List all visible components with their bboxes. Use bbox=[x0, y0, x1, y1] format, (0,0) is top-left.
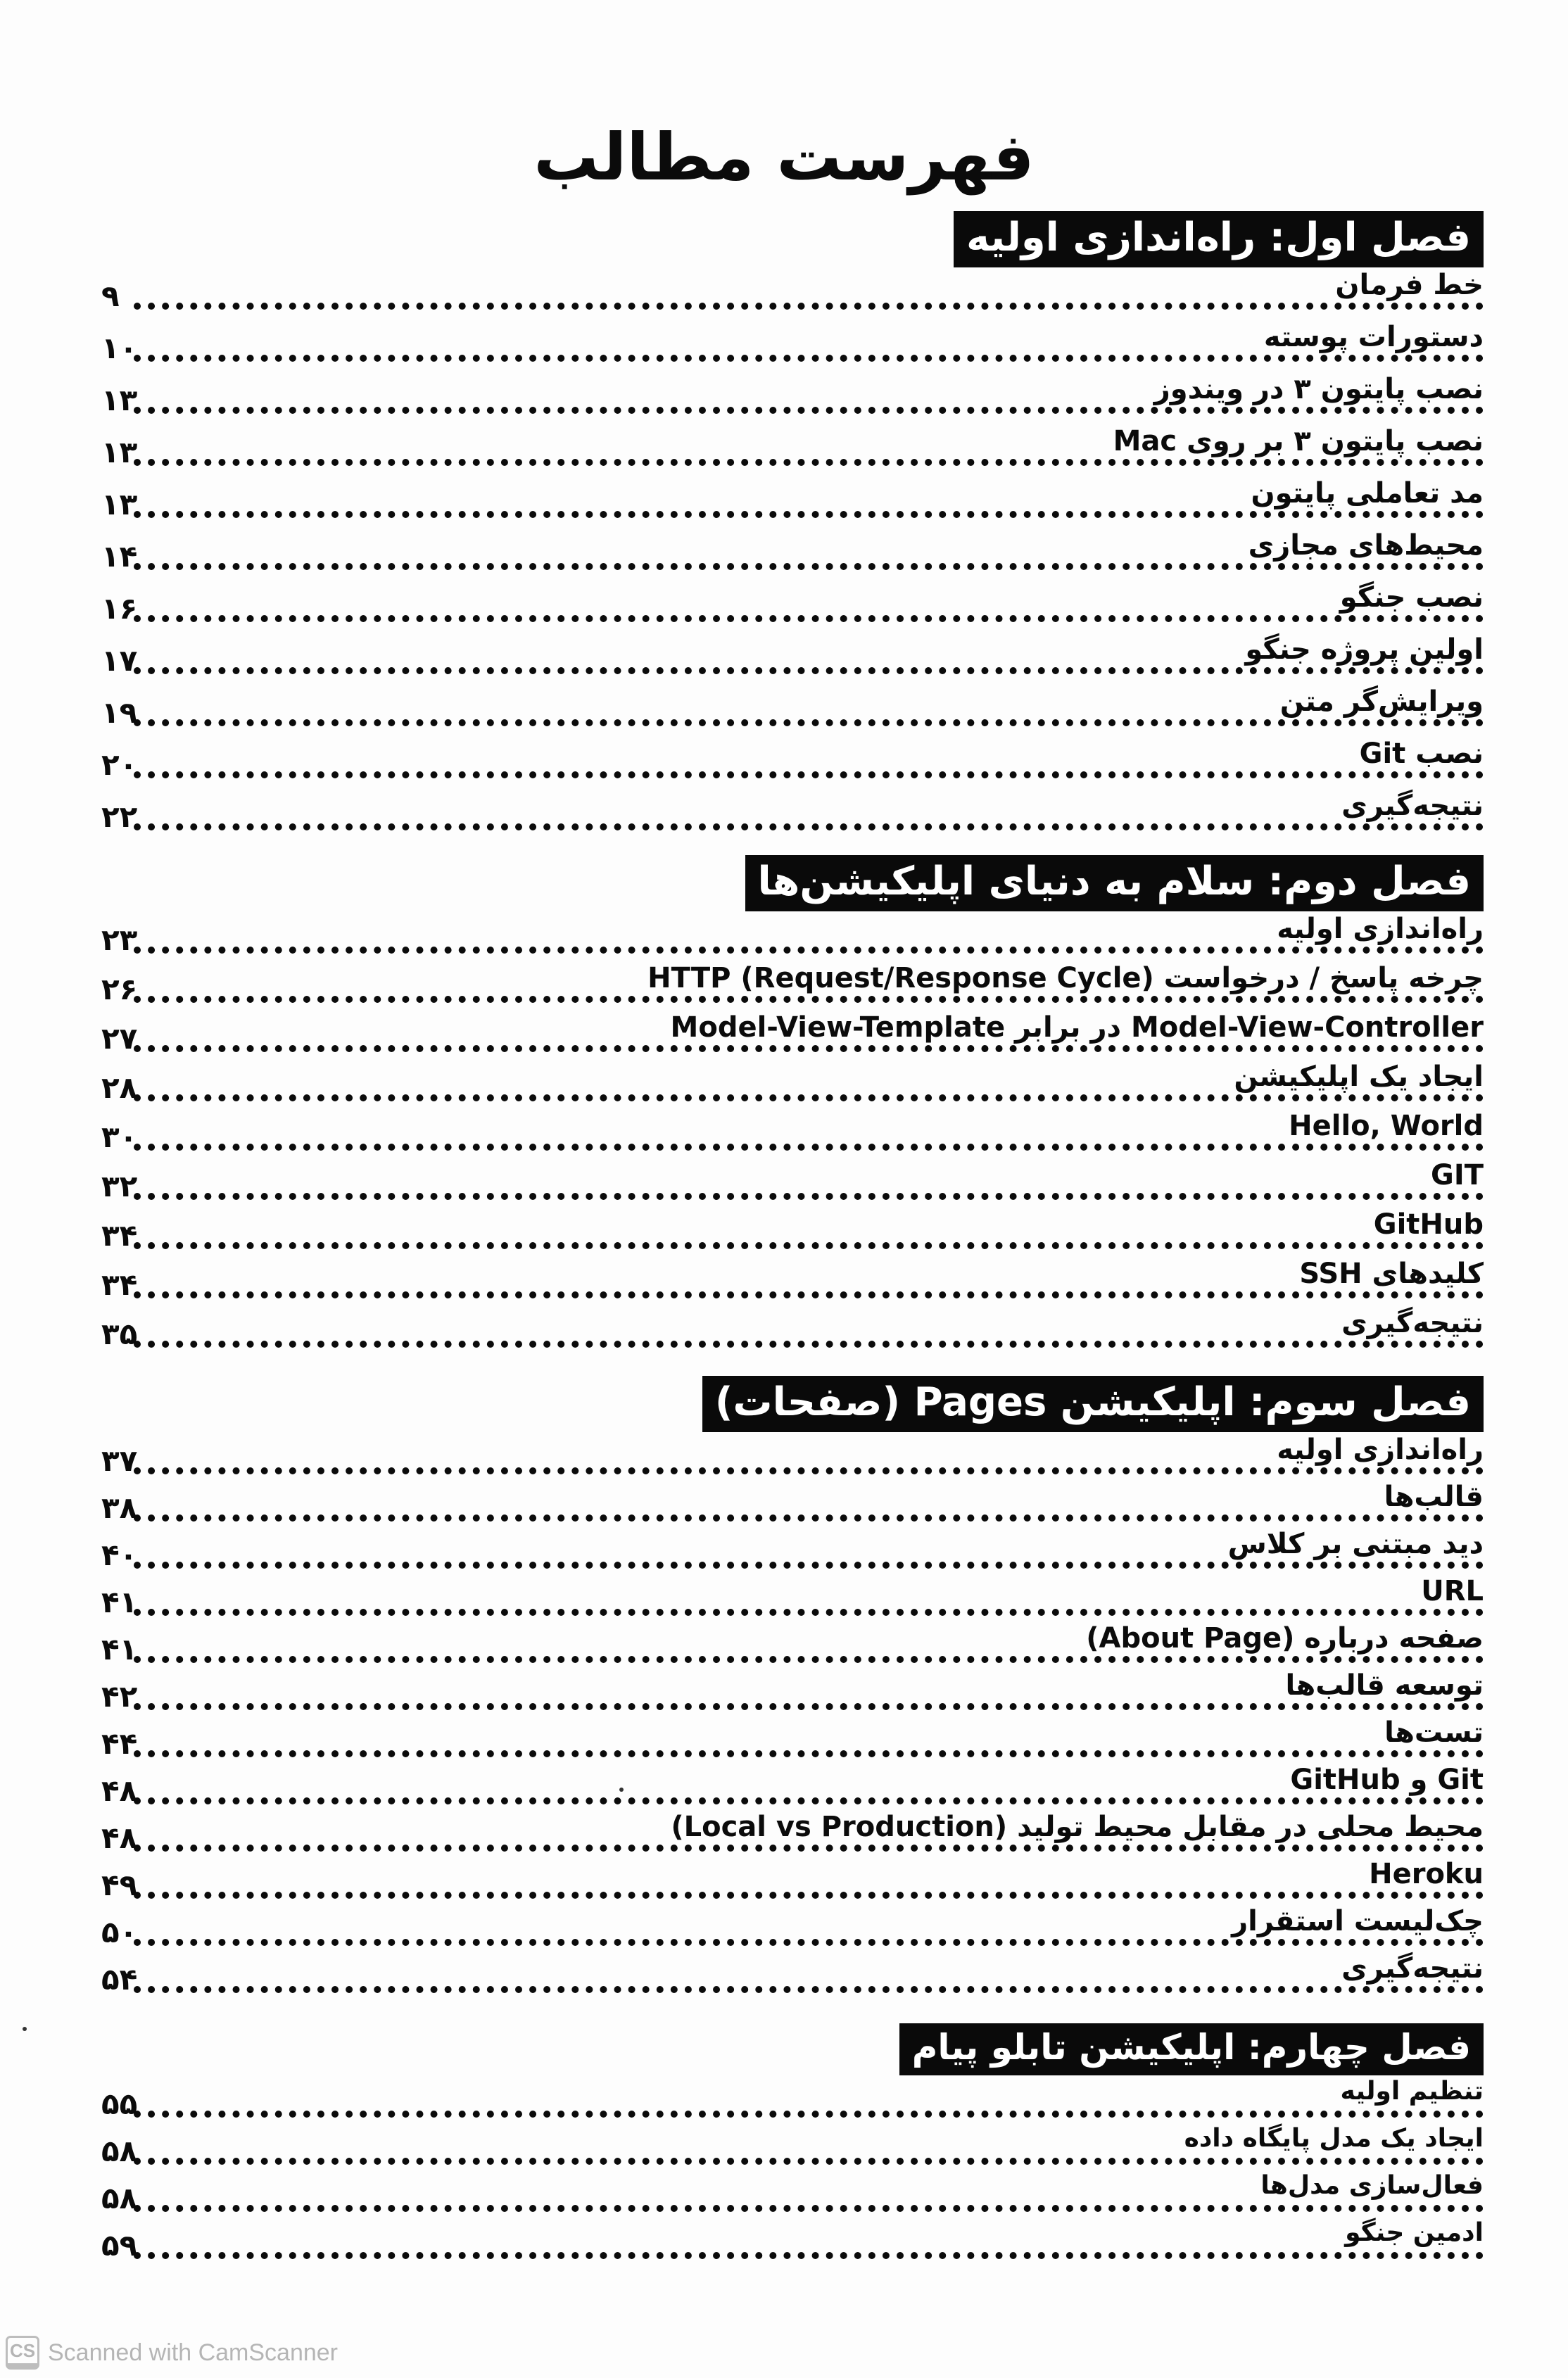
entry-title: خط فرمان bbox=[1325, 269, 1484, 301]
entry-title: Model-View-Controller در برابر Model-View-Template bbox=[661, 1011, 1484, 1044]
dot-leader bbox=[134, 1505, 1484, 1522]
toc-entry[interactable] bbox=[101, 1307, 1484, 1360]
entry-title: چک‌لیست استقرار bbox=[1222, 1905, 1484, 1937]
entry-title: نصب Git bbox=[1350, 738, 1484, 770]
page-number: ۳۵ bbox=[101, 1317, 138, 1352]
toc-entry[interactable] bbox=[101, 321, 1484, 377]
page-number: ۵۰ bbox=[101, 1915, 138, 1950]
toc-entry[interactable] bbox=[101, 1622, 1484, 1674]
dot-leader bbox=[134, 2242, 1484, 2259]
toc-entry[interactable] bbox=[101, 1905, 1484, 1956]
page-number: ۱۹ bbox=[101, 695, 138, 731]
toc-entry[interactable] bbox=[101, 962, 1484, 1016]
page-number: ۳۰ bbox=[101, 1120, 138, 1155]
dot-leader bbox=[134, 2101, 1484, 2118]
toc-entry[interactable] bbox=[101, 790, 1484, 846]
dot-leader bbox=[134, 1232, 1484, 1249]
chapter-2 bbox=[101, 855, 1484, 1360]
toc-entry[interactable] bbox=[101, 913, 1484, 966]
chapter-header: فصل اول: راه‌اندازی اولیه bbox=[954, 211, 1484, 267]
entry-title: راه‌اندازی اولیه bbox=[1267, 913, 1484, 945]
entry-title: نتیجه‌گیری bbox=[1332, 1307, 1484, 1339]
entry-title: مد تعاملی پایتون bbox=[1241, 477, 1484, 510]
entry-title: ایجاد یک مدل پایگاه داده bbox=[1175, 2124, 1484, 2153]
toc-entry[interactable] bbox=[101, 2123, 1484, 2175]
toc-entry[interactable] bbox=[101, 425, 1484, 481]
page-number: ۵۵ bbox=[101, 2086, 138, 2121]
entry-title: چرخه پاسخ / درخواست (HTTP (Request/Response Cycle bbox=[638, 962, 1484, 994]
entry-title: نصب پایتون ۳ بر روی Mac bbox=[1104, 425, 1484, 457]
page-number: ۳۲ bbox=[101, 1169, 138, 1204]
entry-title: فعال‌سازی مدل‌ها bbox=[1251, 2171, 1484, 2200]
page-number: ۱۴ bbox=[101, 539, 138, 574]
entry-title: URL bbox=[1411, 1575, 1484, 1607]
page-number: ۱۳ bbox=[101, 487, 138, 522]
toc-entry[interactable] bbox=[101, 1061, 1484, 1114]
toc-entry[interactable] bbox=[101, 1811, 1484, 1862]
dot-leader bbox=[134, 1599, 1484, 1616]
page-number: ۵۸ bbox=[101, 2133, 138, 2168]
page-number: ۱۳ bbox=[101, 383, 138, 418]
toc-entry[interactable] bbox=[101, 1110, 1484, 1163]
entry-title: GitHub bbox=[1364, 1208, 1484, 1241]
entry-title: تست‌ها bbox=[1374, 1716, 1484, 1749]
chapter-header: فصل چهارم: اپلیکیشن تابلو پیام bbox=[899, 2023, 1484, 2075]
toc-entry[interactable] bbox=[101, 1669, 1484, 1721]
entry-title: صفحه درباره (About Page) bbox=[1076, 1622, 1484, 1655]
chapter-1 bbox=[101, 211, 1484, 846]
toc-entry[interactable] bbox=[101, 2218, 1484, 2270]
entry-title: Git و GitHub bbox=[1280, 1764, 1484, 1796]
entry-title: Hello, World bbox=[1279, 1110, 1484, 1142]
page-number: ۵۹ bbox=[101, 2227, 138, 2263]
toc-entry[interactable] bbox=[101, 685, 1484, 742]
page-number: ۳۴ bbox=[101, 1267, 138, 1303]
toc-entry[interactable] bbox=[101, 738, 1484, 794]
toc-entries bbox=[101, 2076, 1484, 2270]
page-number: ۴۰ bbox=[101, 1538, 138, 1573]
entry-title: محیط‌های مجازی bbox=[1239, 529, 1484, 562]
entry-title: اولین پروژه جنگو bbox=[1235, 633, 1484, 666]
dot-leader bbox=[134, 605, 1484, 622]
scan-speck bbox=[619, 1788, 624, 1792]
entry-title: ادمین جنگو bbox=[1335, 2218, 1484, 2247]
dot-leader bbox=[134, 1882, 1484, 1899]
toc-entry[interactable] bbox=[101, 269, 1484, 325]
scan-speck bbox=[23, 2027, 27, 2031]
watermark-text: Scanned with CamScanner bbox=[48, 2339, 339, 2366]
page-number: ۵۴ bbox=[101, 1962, 138, 1997]
page-number: ۴۸ bbox=[101, 1773, 138, 1809]
entry-title: نصب جنگو bbox=[1330, 581, 1484, 614]
toc-entry[interactable] bbox=[101, 1258, 1484, 1311]
camscanner-watermark bbox=[6, 2336, 338, 2370]
entry-title: تنظیم اولیه bbox=[1330, 2077, 1484, 2106]
page-number: ۴۸ bbox=[101, 1821, 138, 1856]
page-number: ۴۱ bbox=[101, 1585, 138, 1620]
page-number: ۲۶ bbox=[101, 972, 138, 1007]
toc-entry[interactable] bbox=[101, 1575, 1484, 1626]
page-number: ۵۸ bbox=[101, 2180, 138, 2215]
chapter-3 bbox=[101, 1376, 1484, 2004]
entry-title: راه‌اندازی اولیه bbox=[1267, 1434, 1484, 1466]
toc-entries bbox=[101, 269, 1484, 846]
toc-entry[interactable] bbox=[101, 2170, 1484, 2222]
page-number: ۴۴ bbox=[101, 1726, 138, 1762]
entry-title: کلیدهای SSH bbox=[1289, 1258, 1484, 1290]
page-number: ۱۶ bbox=[101, 591, 138, 626]
page-number: ۲۳ bbox=[101, 923, 138, 958]
dot-leader bbox=[134, 1183, 1484, 1200]
page-number: ۱۳ bbox=[101, 435, 138, 470]
dot-leader bbox=[134, 1282, 1484, 1298]
toc-entry[interactable] bbox=[101, 477, 1484, 533]
toc-entry[interactable] bbox=[101, 1011, 1484, 1065]
toc-entries bbox=[101, 1434, 1484, 2004]
entry-title: دید مبتنی بر کلاس bbox=[1218, 1528, 1484, 1560]
entry-title: Heroku bbox=[1359, 1858, 1484, 1890]
toc-entry[interactable] bbox=[101, 1208, 1484, 1262]
page-number: ۱۰ bbox=[101, 331, 138, 366]
page-number: ۲۲ bbox=[101, 799, 138, 835]
entry-title: نصب پایتون ۳ در ویندوز bbox=[1144, 373, 1484, 405]
page-number: ۳۴ bbox=[101, 1218, 138, 1253]
page-number: ۴۹ bbox=[101, 1868, 138, 1903]
entry-title: نتیجه‌گیری bbox=[1332, 790, 1484, 822]
page-number: ۲۰ bbox=[101, 747, 138, 783]
toc-entry[interactable] bbox=[101, 1716, 1484, 1768]
toc-entry[interactable] bbox=[101, 2076, 1484, 2128]
dot-leader bbox=[134, 293, 1484, 310]
page-number: ۴۱ bbox=[101, 1632, 138, 1667]
toc-entry[interactable] bbox=[101, 1764, 1484, 1815]
entry-title: توسعه قالب‌ها bbox=[1275, 1669, 1484, 1702]
toc-entry[interactable] bbox=[101, 1858, 1484, 1909]
page-number: ۱۷ bbox=[101, 643, 138, 678]
toc-entry[interactable] bbox=[101, 581, 1484, 638]
page-number: ۳۸ bbox=[101, 1491, 138, 1526]
toc-entry[interactable] bbox=[101, 373, 1484, 429]
camscanner-logo-icon: CS bbox=[6, 2336, 39, 2370]
chapter-header: فصل دوم: سلام به دنیای اپلیکیشن‌ها bbox=[745, 855, 1484, 911]
toc-entry[interactable] bbox=[101, 1159, 1484, 1213]
entry-title: ایجاد یک اپلیکیشن bbox=[1224, 1061, 1484, 1093]
toc-entry[interactable] bbox=[101, 529, 1484, 586]
entry-title: محیط محلی در مقابل محیط تولید (Local vs Production) bbox=[661, 1811, 1484, 1843]
toc-entry[interactable] bbox=[101, 1952, 1484, 2004]
page-number: ۹ bbox=[101, 279, 120, 314]
page-number: ۳۷ bbox=[101, 1443, 138, 1479]
dot-leader bbox=[134, 1976, 1484, 1993]
dot-leader bbox=[134, 1331, 1484, 1348]
page-title: فهرست مطالب bbox=[533, 120, 1035, 195]
dot-leader bbox=[134, 1740, 1484, 1757]
toc-entry[interactable] bbox=[101, 633, 1484, 690]
dot-leader bbox=[134, 761, 1484, 778]
toc-entry[interactable] bbox=[101, 1528, 1484, 1579]
page-number: ۲۷ bbox=[101, 1021, 138, 1056]
page-number: ۴۲ bbox=[101, 1679, 138, 1714]
entry-title: GIT bbox=[1421, 1159, 1484, 1191]
page-number: ۲۸ bbox=[101, 1070, 138, 1106]
entry-title: نتیجه‌گیری bbox=[1332, 1952, 1484, 1985]
chapter-header: فصل سوم: اپلیکیشن Pages (صفحات) bbox=[702, 1376, 1484, 1432]
toc-entries bbox=[101, 913, 1484, 1360]
chapter-4 bbox=[101, 2023, 1484, 2270]
toc-entry[interactable] bbox=[101, 1434, 1484, 1485]
entry-title: قالب‌ها bbox=[1374, 1481, 1484, 1513]
entry-title: ویرایش‌گر متن bbox=[1270, 685, 1484, 718]
toc-entry[interactable] bbox=[101, 1481, 1484, 1532]
dot-leader bbox=[134, 814, 1484, 830]
entry-title: دستورات پوسته bbox=[1254, 321, 1484, 353]
